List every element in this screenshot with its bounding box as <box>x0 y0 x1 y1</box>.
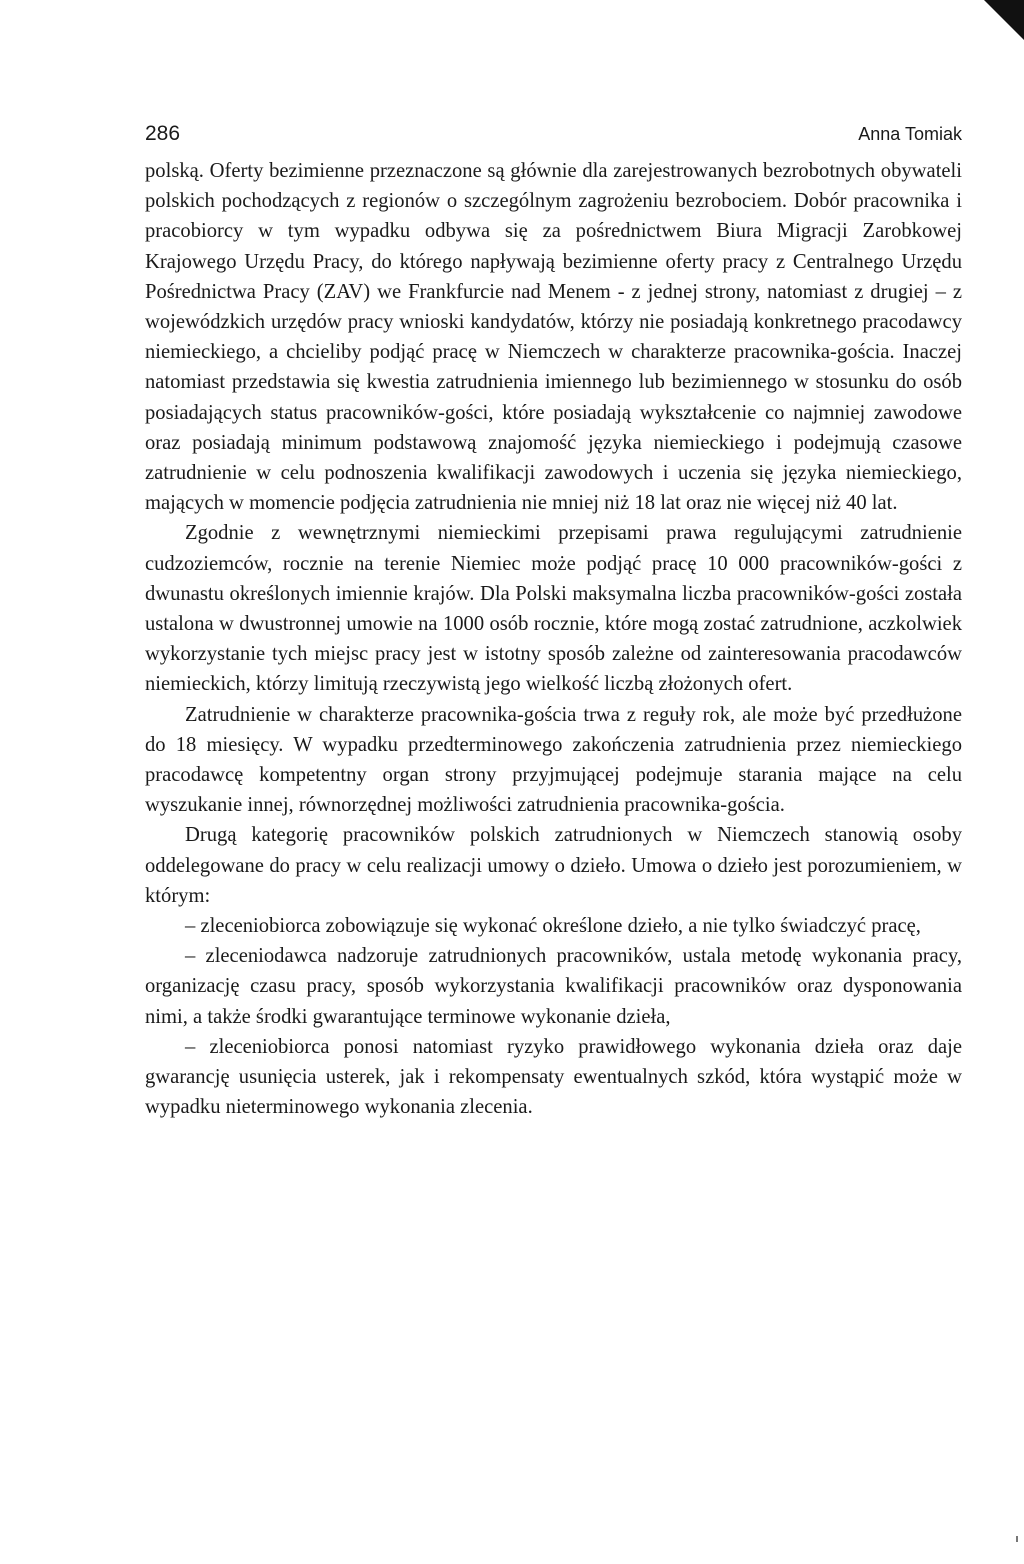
list-item: – zleceniobiorca ponosi natomiast ryzyko prawidłowego wykonania dzieła oraz daje gwarancję usunięcia usterek, jak i rekompensaty ewentualnych szkód, która wystąpić może w wypadku nieterminowego wykonania zlecenia. <box>145 1035 962 1119</box>
scan-edge-mark <box>1016 1536 1018 1542</box>
paragraph: Zgodnie z wewnętrznymi niemieckimi przepisami prawa regulującymi zatrudnienie cudzoziemców, rocznie na terenie Niemiec może podjąć pracę 10 000 pracowników-gości z dwunastu określonych imiennie krajów. Dla Polski maksymalna liczba pracowników-gości została ustalona w dwustronnej umowie na 1000 osób rocznie, które mogą zostać zatrudnione, aczkolwiek wykorzystanie tych miejsc pracy jest w istotny sposób zależne od zainteresowania pracodawców niemieckich, którzy limitują rzeczywistą jego wielkość liczbą złożonych ofert. <box>145 522 962 696</box>
list-item: – zleceniobiorca zobowiązuje się wykonać określone dzieło, a nie tylko świadczyć pracę, <box>185 915 921 938</box>
running-header <box>145 122 962 156</box>
list-item: – zleceniodawca nadzoruje zatrudnionych pracowników, ustala metodę wykonania pracy, organizację czasu pracy, sposób wykorzystania kwalifikacji pracowników oraz dysponowania nimi, a także środki gwarantujące terminowe wykonanie dzieła, <box>145 945 962 1028</box>
document-page <box>145 122 962 1123</box>
page-number: 286 <box>145 122 181 145</box>
paragraph: Zatrudnienie w charakterze pracownika-gościa trwa z reguły rok, ale może być przedłużone do 18 miesięcy. W wypadku przedterminowego zakończenia zatrudnienia przez niemieckiego pracodawcę kompetentny organ strony przyjmującej podejmuje starania mające na celu wyszukanie innej, równorzędnej możliwości zatrudnienia pracownika-gościa. <box>145 703 962 817</box>
paragraph: Drugą kategorię pracowników polskich zatrudnionych w Niemczech stanowią osoby oddelegowane do pracy w celu realizacji umowy o dzieło. Umowa o dzieło jest porozumieniem, w którym: <box>145 824 962 907</box>
body-text <box>145 156 962 1123</box>
paragraph: polską. Oferty bezimienne przeznaczone są głównie dla zarejestrowanych bezrobotnych obywateli polskich pochodzących z regionów o szczególnym zagrożeniu bezrobociem. Dobór pracownika i pracobiorcy w tym wypadku odbywa się za pośrednictwem Biura Migracji Zarobkowej Krajowego Urzędu Pracy, do którego napływają bezimienne oferty pracy z Centralnego Urzędu Pośrednictwa Pracy (ZAV) we Frankfurcie nad Menem - z jednej strony, natomiast z drugiej – z wojewódzkich urzędów pracy wnioski kandydatów, którzy nie posiadają konkretnego pracodawcy niemieckiego, a chcieliby podjąć pracę w Niemczech w charakterze pracownika-gościa. Inaczej natomiast przedstawia się kwestia zatrudnienia imiennego lub bezimiennego w stosunku do osób posiadających status pracowników-gości, które posiadają wykształcenie co najmniej zawodowe oraz posiadają minimum podstawową znajomość języka niemieckiego i podejmują czasowe zatrudnienie w celu podnoszenia kwalifikacji zawodowych i uczenia się języka niemieckiego, mających w momencie podjęcia zatrudnienia nie mniej niż 18 lat oraz nie więcej niż 40 lat. <box>145 160 962 515</box>
scan-corner-mark <box>984 0 1024 40</box>
running-author: Anna Tomiak <box>858 124 962 144</box>
